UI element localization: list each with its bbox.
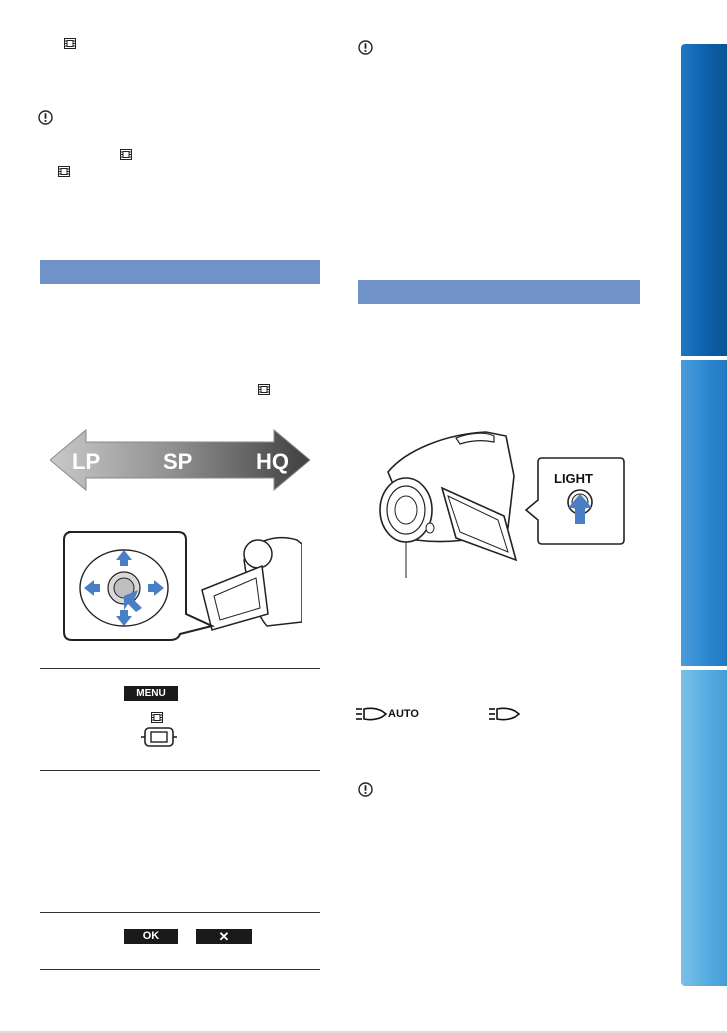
step-divider — [40, 969, 320, 970]
step-divider — [40, 668, 320, 669]
step-divider — [40, 912, 320, 913]
scale-sp-label: SP — [163, 449, 193, 474]
scale-hq-label: HQ — [256, 449, 289, 474]
caution-icon — [38, 110, 53, 125]
film-icon — [258, 384, 270, 395]
film-icon — [151, 712, 163, 723]
caution-icon — [358, 40, 373, 55]
step-divider — [40, 770, 320, 771]
multi-selector-illustration — [62, 530, 302, 650]
tab-index[interactable] — [681, 360, 727, 666]
menu-icon: MENU — [124, 686, 178, 701]
light-button-label: LIGHT — [554, 471, 593, 486]
light-icon — [356, 707, 388, 721]
camcorder-light-illustration — [376, 428, 636, 608]
light-auto-label: AUTO — [388, 708, 419, 720]
film-icon — [58, 166, 70, 177]
section-heading-bar — [358, 280, 640, 304]
tab-search[interactable] — [681, 670, 727, 986]
film-icon — [120, 149, 132, 160]
cancel-button[interactable]: ✕ — [196, 929, 252, 944]
tab-table-of-contents[interactable] — [681, 44, 727, 356]
recording-mode-scale — [50, 428, 310, 492]
ok-button[interactable]: OK — [124, 929, 178, 944]
scale-lp-label: LP — [72, 449, 101, 474]
remote-icon — [141, 726, 177, 748]
caution-icon — [358, 782, 373, 797]
light-icon — [489, 707, 521, 721]
film-icon — [64, 38, 76, 49]
section-heading-bar — [40, 260, 320, 284]
